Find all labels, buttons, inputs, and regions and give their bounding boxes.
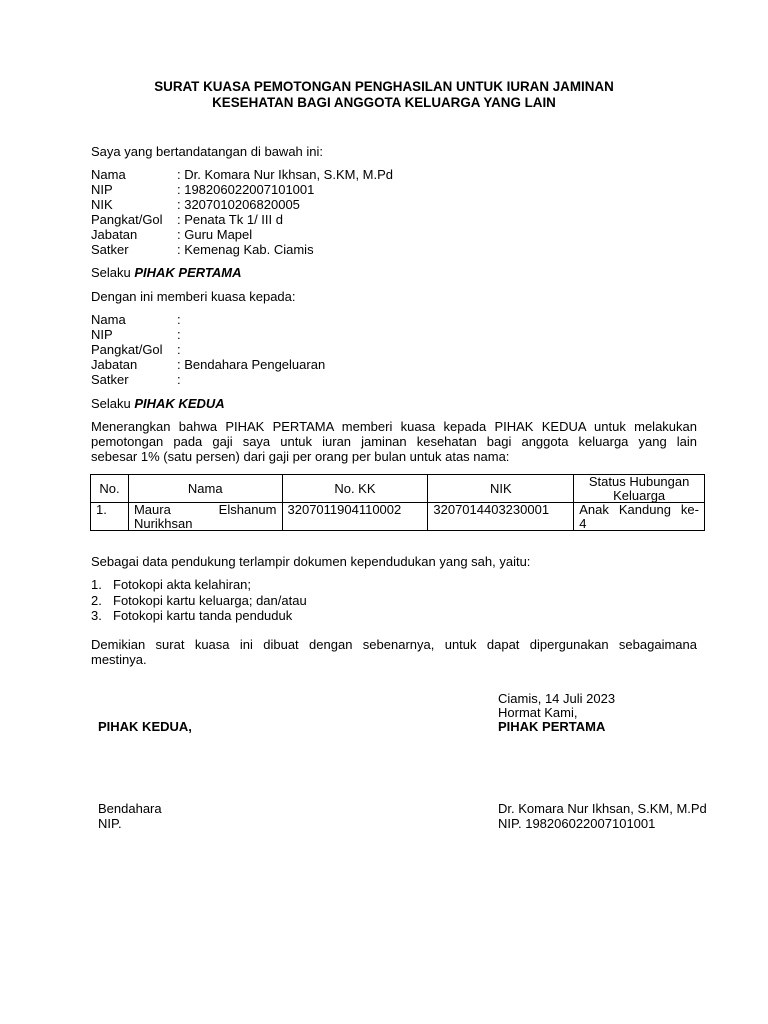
statement-line: Menerangkan bahwa PIHAK PERTAMA memberi kuasa kepada PIHAK KEDUA untuk melakukan — [91, 419, 697, 434]
letter-title-line2: KESEHATAN BAGI ANGGOTA KELUARGA YANG LAIN — [212, 95, 556, 110]
documents-list — [91, 577, 307, 624]
table-header-row — [91, 475, 705, 503]
status-header-line2: Keluarga — [613, 487, 666, 503]
intro-text: Saya yang bertandatangan di bawah ini: — [91, 144, 324, 159]
pihak-kedua-name: Bendahara — [98, 801, 162, 816]
detail-label: NIK — [91, 197, 113, 212]
list-text: Fotokopi kartu keluarga; dan/atau — [113, 592, 307, 608]
col-header-no: No. — [91, 475, 129, 503]
detail-value: : — [177, 372, 181, 387]
pihak-pertama-nip: NIP. 198206022007101001 — [498, 816, 656, 831]
detail-label: NIP — [91, 327, 113, 342]
detail-label: Jabatan — [91, 357, 138, 372]
closing-line: Demikian surat kuasa ini dibuat dengan sebenarnya, untuk dapat dipergunakan sebagaimana — [91, 637, 697, 652]
detail-row — [91, 227, 393, 242]
cell-nik: 3207014403230001 — [428, 503, 574, 531]
detail-label: Nama — [91, 312, 126, 327]
pihak-kedua-nip: NIP. — [98, 816, 122, 831]
detail-row — [91, 342, 325, 357]
detail-value: : — [177, 312, 181, 327]
detail-row — [91, 182, 393, 197]
detail-label: Jabatan — [91, 227, 138, 242]
pihak-pertama-name: Dr. Komara Nur Ikhsan, S.KM, M.Pd — [498, 801, 707, 816]
detail-value: : Guru Mapel — [177, 227, 253, 242]
family-member-table — [90, 474, 705, 531]
cell-status — [574, 503, 705, 531]
detail-row — [91, 327, 325, 342]
pihak-pertama-role: PIHAK PERTAMA — [134, 265, 242, 280]
detail-row — [91, 167, 393, 182]
col-header-nama: Nama — [128, 475, 282, 503]
list-text: Fotokopi akta kelahiran; — [113, 577, 252, 592]
detail-row — [91, 357, 325, 372]
list-item — [91, 577, 307, 593]
pihak-kedua-details — [91, 312, 325, 387]
list-number: 3. — [91, 608, 102, 623]
detail-value: : 198206022007101001 — [177, 182, 315, 197]
list-text: Fotokopi kartu tanda penduduk — [113, 608, 293, 623]
detail-row — [91, 242, 393, 257]
pihak-kedua-signature-role: PIHAK KEDUA, — [98, 719, 192, 734]
detail-row — [91, 312, 325, 327]
detail-value: : — [177, 327, 181, 342]
list-number: 2. — [91, 592, 102, 608]
detail-value: : — [177, 342, 181, 357]
regards: Hormat Kami, — [498, 705, 578, 720]
selaku-prefix: Selaku — [91, 396, 135, 411]
detail-row — [91, 197, 393, 212]
col-header-nik: NIK — [428, 475, 574, 503]
detail-row — [91, 212, 393, 227]
place-date: Ciamis, 14 Juli 2023 — [498, 691, 616, 706]
detail-label: NIP — [91, 182, 113, 197]
list-item — [91, 608, 307, 624]
detail-label: Satker — [91, 242, 129, 257]
docs-intro: Sebagai data pendukung terlampir dokumen kependudukan yang sah, yaitu: — [91, 554, 531, 569]
nama-line1: Maura Elshanum — [133, 502, 277, 517]
table-row — [91, 503, 705, 531]
status-line2: 4 — [579, 515, 587, 531]
statement-line: sebesar 1% (satu persen) dari gaji per orang per bulan untuk atas nama: — [91, 449, 510, 464]
pihak-pertama-details — [91, 167, 393, 257]
detail-row — [91, 372, 325, 387]
selaku-prefix: Selaku — [91, 265, 135, 280]
detail-value: : Bendahara Pengeluaran — [177, 357, 326, 372]
list-item — [91, 593, 307, 609]
cell-kk: 3207011904110002 — [282, 503, 428, 531]
detail-value: : 3207010206820005 — [177, 197, 300, 212]
statement-paragraph — [91, 419, 697, 464]
col-header-kk: No. KK — [282, 475, 428, 503]
detail-label: Nama — [91, 167, 126, 182]
pihak-pertama-signature-role: PIHAK PERTAMA — [498, 719, 606, 734]
letter-title-line1: SURAT KUASA PEMOTONGAN PENGHASILAN UNTUK IURAN JAMINAN — [154, 79, 614, 94]
detail-value: : Penata Tk 1/ III d — [177, 212, 283, 227]
nama-line2: Nurikhsan — [133, 515, 193, 531]
detail-label: Satker — [91, 372, 129, 387]
statement-line: pemotongan pada gaji saya untuk iuran jaminan kesehatan bagi anggota keluarga yang lain — [91, 434, 697, 449]
closing-paragraph — [91, 637, 697, 667]
kuasa-intro: Dengan ini memberi kuasa kepada: — [91, 289, 296, 304]
detail-label: Pangkat/Gol — [91, 342, 163, 357]
cell-nama — [128, 503, 282, 531]
selaku-pihak-kedua — [91, 396, 225, 411]
cell-no: 1. — [91, 503, 129, 531]
col-header-status — [574, 475, 705, 503]
pihak-kedua-role: PIHAK KEDUA — [134, 396, 225, 411]
detail-value: : Kemenag Kab. Ciamis — [177, 242, 314, 257]
status-line1: Anak Kandung ke- — [579, 502, 699, 517]
list-number: 1. — [91, 577, 102, 592]
detail-label: Pangkat/Gol — [91, 212, 163, 227]
detail-value: : Dr. Komara Nur Ikhsan, S.KM, M.Pd — [177, 167, 394, 182]
status-header-line1: Status Hubungan — [588, 474, 690, 489]
closing-line: mestinya. — [91, 652, 147, 667]
selaku-pihak-pertama — [91, 265, 242, 280]
